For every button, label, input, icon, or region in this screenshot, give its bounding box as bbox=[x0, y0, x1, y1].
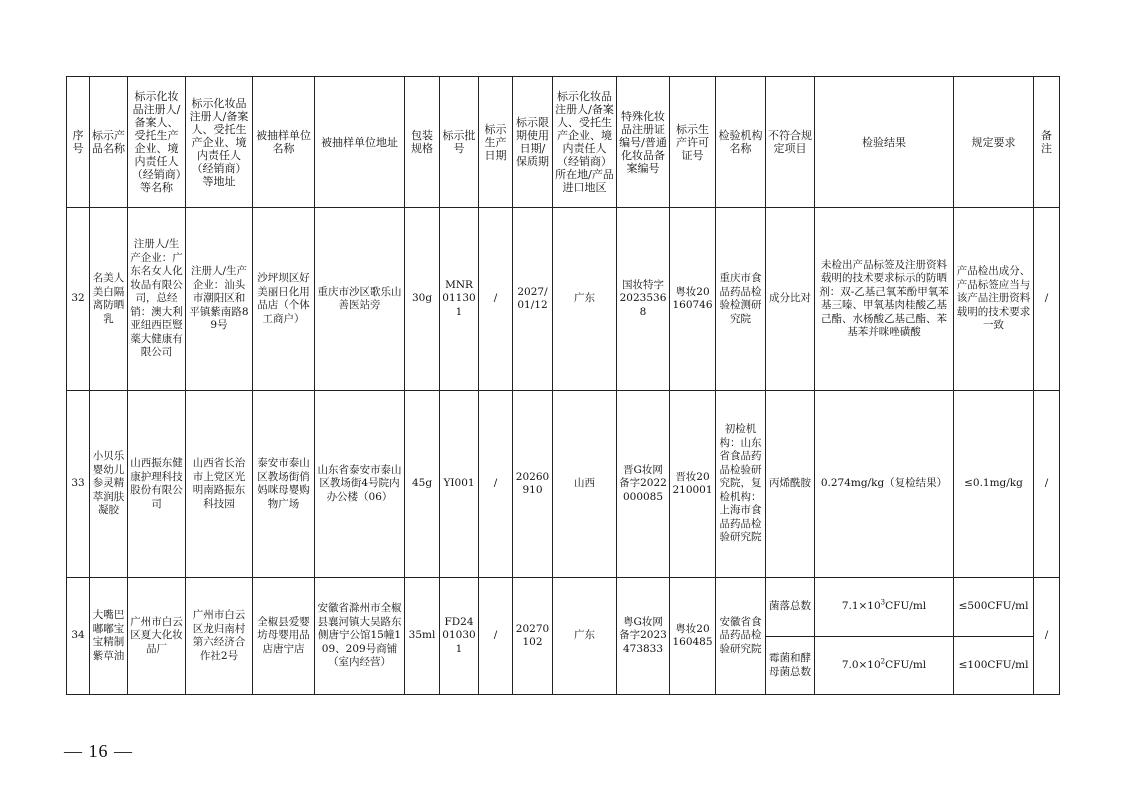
header-cell-company-address: 标示化妆品注册人/备案人、受托生产企业、境内责任人（经销商）等地址 bbox=[186, 77, 253, 208]
row-requirement: ≤500CFU/ml bbox=[954, 578, 1034, 637]
header-cell-lab: 检验机构名称 bbox=[716, 77, 766, 208]
row-item: 成分比对 bbox=[766, 208, 815, 391]
row-result: 0.274mg/kg（复检结果） bbox=[815, 391, 954, 578]
row-company-address: 广州市白云区龙归南村第六经济合作社2号 bbox=[186, 578, 253, 695]
row-production-date: / bbox=[479, 578, 513, 695]
row-product: 小贝乐婴幼儿参灵精萃润肤凝胶 bbox=[90, 391, 128, 578]
header-cell-region: 标示化妆品注册人/备案人、受托生产企业、境内责任人（经销商）所在地/产品进口地区 bbox=[553, 77, 617, 208]
table-row bbox=[67, 578, 1060, 637]
table-row bbox=[67, 208, 1060, 391]
row-package: 45g bbox=[405, 391, 440, 578]
result-exponent: 2 bbox=[880, 657, 886, 666]
header-cell-company-name: 标示化妆品注册人/备案人、受托生产企业、境内责任人（经销商）等名称 bbox=[128, 77, 186, 208]
row-lab: 初检机构：山东省食品药品检验研究院，复检机构：上海市食品药品检验研究院 bbox=[716, 391, 766, 578]
row-license: 晋妆20210001 bbox=[670, 391, 716, 578]
header-cell-expiry: 标示限期使用日期/保质期 bbox=[513, 77, 553, 208]
row-batch: FD24010301 bbox=[440, 578, 479, 695]
row-result: 未检出产品标签及注册资料载明的技术要求标示的防晒剂：双-乙基己氧苯酚甲氧苯基三嗪、甲氧基肉桂酸乙基己酯、水杨酸乙基己酯、苯基苯并咪唑磺酸 bbox=[815, 208, 954, 391]
result-unit: CFU/ml bbox=[885, 600, 927, 613]
row-region: 山西 bbox=[553, 391, 617, 578]
row-remark: / bbox=[1034, 578, 1060, 695]
page-number: — 16 — bbox=[64, 741, 133, 761]
row-product: 大嘴巴嘟嘟宝宝精制紫草油 bbox=[90, 578, 128, 695]
row-production-date: / bbox=[479, 391, 513, 578]
row-result bbox=[815, 578, 954, 637]
header-cell-package: 包装规格 bbox=[405, 77, 440, 208]
row-sampled-address: 安徽省滁州市全椒县襄河镇大吴路东侧唐宁公馆15幢109、209号商铺（室内经营） bbox=[315, 578, 405, 695]
row-company-name: 注册人/生产企业：广东名女人化妆品有限公司，总经销：澳大利亚纽西臣豎薬大健康有限公司 bbox=[128, 208, 186, 391]
table-row bbox=[67, 391, 1060, 578]
row-cert-no: 国妆特字20235368 bbox=[617, 208, 670, 391]
header-cell-license: 标示生产许可证号 bbox=[670, 77, 716, 208]
header-cell-product: 标示产品名称 bbox=[90, 77, 128, 208]
result-exponent: 3 bbox=[880, 598, 886, 607]
header-cell-sampled-address: 被抽样单位地址 bbox=[315, 77, 405, 208]
header-cell-sampled-unit: 被抽样单位名称 bbox=[253, 77, 315, 208]
row-result bbox=[815, 637, 954, 695]
row-item: 丙烯酰胺 bbox=[766, 391, 815, 578]
row-requirement: ≤0.1mg/kg bbox=[954, 391, 1034, 578]
inspection-results-table bbox=[66, 76, 1060, 695]
row-batch: YI001 bbox=[440, 391, 479, 578]
row-expiry: 20260910 bbox=[513, 391, 553, 578]
row-company-name: 广州市白云区夏大化妆品厂 bbox=[128, 578, 186, 695]
row-sampled-unit: 全椒县爱婴坊母婴用品店唐宁店 bbox=[253, 578, 315, 695]
row-no: 34 bbox=[67, 578, 90, 695]
header-cell-remark: 备注 bbox=[1034, 77, 1060, 208]
row-product: 名美人美白隔离防晒乳 bbox=[90, 208, 128, 391]
row-expiry: 20270102 bbox=[513, 578, 553, 695]
header-cell-item: 不符合规定项目 bbox=[766, 77, 815, 208]
row-sampled-unit: 沙坪坝区好美丽日化用品店（个体工商户） bbox=[253, 208, 315, 391]
row-requirement: ≤100CFU/ml bbox=[954, 637, 1034, 695]
row-remark: / bbox=[1034, 208, 1060, 391]
row-no: 33 bbox=[67, 391, 90, 578]
row-cert-no: 粤G妆网备字2023473833 bbox=[617, 578, 670, 695]
row-item: 霉菌和酵母菌总数 bbox=[766, 637, 815, 695]
row-company-address: 山西省长治市上党区光明南路振东科技园 bbox=[186, 391, 253, 578]
table-header-row bbox=[67, 77, 1060, 208]
row-lab: 重庆市食品药品检验检测研究院 bbox=[716, 208, 766, 391]
row-license: 粤妆20160485 bbox=[670, 578, 716, 695]
row-company-address: 注册人/生产企业：汕头市潮阳区和平镇紫南路89号 bbox=[186, 208, 253, 391]
row-sampled-unit: 泰安市泰山区教场街俏妈咪母婴购物广场 bbox=[253, 391, 315, 578]
header-cell-no: 序号 bbox=[67, 77, 90, 208]
row-company-name: 山西振东健康护理科技股份有限公司 bbox=[128, 391, 186, 578]
row-package: 35ml bbox=[405, 578, 440, 695]
row-expiry: 2027/01/12 bbox=[513, 208, 553, 391]
row-sampled-address: 山东省泰安市泰山区教场街4号院内办公楼（06） bbox=[315, 391, 405, 578]
result-unit: CFU/ml bbox=[885, 658, 927, 671]
row-cert-no: 晋G妆网备字2022000085 bbox=[617, 391, 670, 578]
result-base: 7.0×10 bbox=[841, 658, 881, 671]
row-item: 菌落总数 bbox=[766, 578, 815, 637]
header-cell-batch: 标示批号 bbox=[440, 77, 479, 208]
row-lab: 安徽省食品药品检验研究院 bbox=[716, 578, 766, 695]
header-cell-result: 检验结果 bbox=[815, 77, 954, 208]
row-no: 32 bbox=[67, 208, 90, 391]
result-base: 7.1×10 bbox=[841, 600, 881, 613]
header-cell-cert-no: 特殊化妆品注册证编号/普通化妆品备案编号 bbox=[617, 77, 670, 208]
row-batch: MNR011301 bbox=[440, 208, 479, 391]
row-remark: / bbox=[1034, 391, 1060, 578]
header-cell-requirement: 规定要求 bbox=[954, 77, 1034, 208]
header-cell-production-date: 标示生产日期 bbox=[479, 77, 513, 208]
row-sampled-address: 重庆市沙区歌乐山善医站旁 bbox=[315, 208, 405, 391]
row-package: 30g bbox=[405, 208, 440, 391]
row-region: 广东 bbox=[553, 578, 617, 695]
row-requirement: 产品检出成分、产品标签应当与该产品注册资料载明的技术要求一致 bbox=[954, 208, 1034, 391]
row-region: 广东 bbox=[553, 208, 617, 391]
row-license: 粤妆20160746 bbox=[670, 208, 716, 391]
row-production-date: / bbox=[479, 208, 513, 391]
